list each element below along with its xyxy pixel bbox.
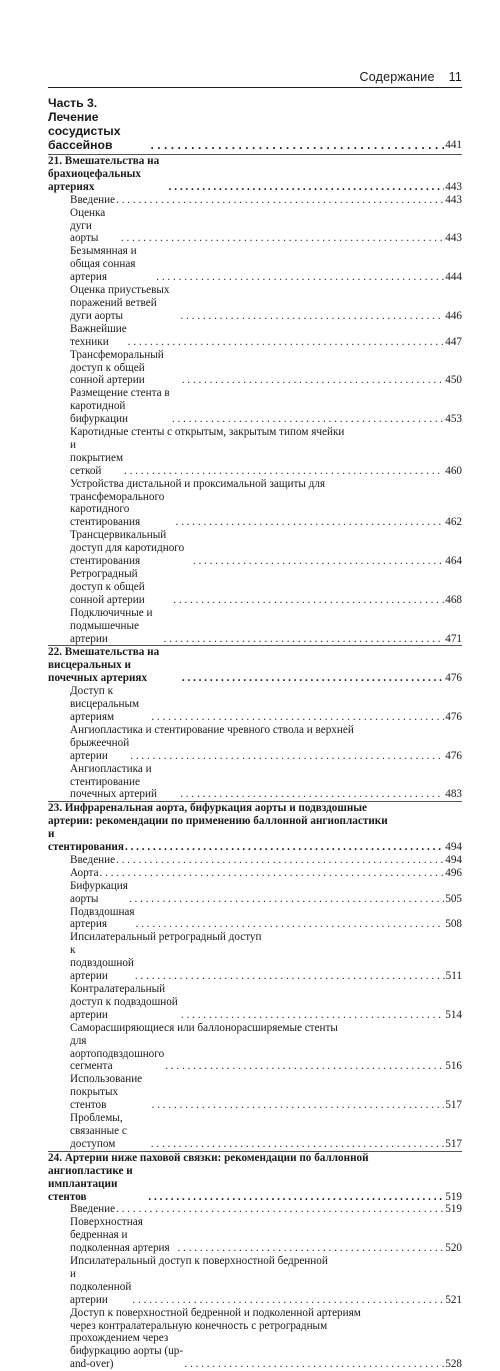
dot-leader	[124, 465, 444, 478]
dot-leader	[130, 750, 444, 763]
dot-leader	[121, 232, 444, 245]
toc-item[interactable]	[48, 1307, 462, 1371]
dot-leader	[164, 633, 445, 646]
toc-item-title-line: Ипсилатеральный доступ к поверхностной бедренной	[70, 1255, 328, 1268]
toc-item-title-line: Устройства дистальной и проксимальной защиты для	[70, 477, 326, 490]
toc-item[interactable]	[48, 1255, 462, 1307]
toc-item-page: 516	[445, 1060, 462, 1073]
toc-item[interactable]	[48, 349, 462, 388]
dot-leader	[135, 970, 445, 983]
running-head-title: Содержание	[359, 70, 435, 84]
dot-leader	[180, 788, 444, 801]
chapter-entry[interactable]	[48, 1152, 462, 1204]
part-entry[interactable]	[48, 96, 462, 154]
toc-item-page: 460	[445, 464, 462, 477]
toc-item-title-line: к подвздошной артерии	[70, 944, 134, 983]
toc-item-page: 519	[445, 1203, 462, 1216]
dot-leader	[175, 516, 444, 529]
dot-leader	[178, 1242, 445, 1255]
toc-item-title-line: и подколенной артерии	[70, 1267, 132, 1306]
dot-leader	[132, 1294, 444, 1307]
toc-item[interactable]	[48, 387, 462, 426]
dot-leader	[116, 194, 444, 207]
dot-leader	[150, 138, 444, 152]
toc-item-page: 520	[445, 1242, 462, 1255]
dot-leader	[152, 1099, 445, 1112]
dot-leader	[125, 841, 444, 854]
dot-leader	[151, 711, 444, 724]
running-head	[48, 70, 462, 84]
toc-item[interactable]	[48, 867, 462, 880]
toc-item-page: 453	[445, 413, 462, 426]
toc-item-page: 483	[445, 788, 462, 801]
toc-item-page: 443	[445, 232, 462, 245]
toc-item-title-line: Проблемы, связанные с доступом	[70, 1112, 127, 1150]
chapter-title-line: артерии: рекомендации по применению баллонной ангиопластики	[48, 815, 388, 828]
toc-item-title-line: для аортоподвздошного сегмента	[70, 1034, 165, 1073]
toc-item[interactable]	[48, 880, 462, 906]
toc-item-page: 471	[445, 632, 462, 645]
toc-item[interactable]	[48, 1073, 462, 1112]
toc-item[interactable]	[48, 1022, 462, 1074]
toc-item[interactable]	[48, 478, 462, 530]
toc-item-page: 517	[445, 1099, 462, 1112]
dot-leader	[182, 672, 444, 685]
chapter-page: 443	[445, 180, 462, 193]
toc-item-page: 468	[445, 593, 462, 606]
toc-item-page: 517	[445, 1137, 462, 1150]
toc-item-title-line: Введение	[70, 193, 116, 206]
table-of-contents	[48, 96, 462, 1371]
toc-item[interactable]	[48, 426, 462, 478]
toc-item-page: 496	[445, 866, 462, 879]
dot-leader	[173, 594, 444, 607]
chapter-entry[interactable]	[48, 646, 462, 685]
toc-item-title-line: Саморасширяющиеся или баллонорасширяемые стенты	[70, 1021, 338, 1034]
dot-leader	[184, 1358, 444, 1371]
dot-leader	[116, 854, 444, 867]
toc-item-page: 511	[445, 970, 462, 983]
chapter-title-line: 21. Вмешательства на брахиоцефальных артериях	[48, 155, 160, 193]
toc-item-title-line: Размещение стента в каротидной бифуркации	[70, 387, 170, 426]
toc-item-page: 514	[445, 1008, 462, 1021]
toc-item[interactable]	[48, 207, 462, 246]
toc-item-page: 505	[445, 892, 462, 905]
toc-item-title-line: Подвздошная артерия	[70, 905, 135, 931]
toc-item[interactable]	[48, 529, 462, 568]
toc-item-page: 462	[445, 516, 462, 529]
dot-leader	[193, 555, 444, 568]
running-head-page-number: 11	[448, 70, 462, 84]
toc-item-title-line: Ипсилатеральный ретроградный доступ	[70, 931, 262, 944]
toc-item-title-line: брыжеечной артерии	[70, 736, 130, 762]
chapter-title-line: 22. Вмешательства на висцеральных и почечных артериях	[48, 646, 160, 685]
dot-leader	[128, 336, 445, 349]
part-page: 441	[445, 139, 462, 151]
toc-item-title-line: Бифуркация аорты	[70, 879, 128, 905]
toc-item-title-line: Трансфеморальный доступ к общей сонной артерии	[70, 348, 164, 387]
chapter-entry[interactable]	[48, 802, 462, 854]
dot-leader	[169, 181, 445, 194]
toc-item-page: 521	[445, 1293, 462, 1306]
toc-item-title-line: Контралатеральный доступ к подвздошной артерии	[70, 983, 178, 1021]
toc-item-title-line: трансфеморального каротидного стентирования	[70, 490, 165, 529]
toc-item-page: 443	[445, 193, 462, 206]
chapter-title-line: ангиопластике и имплантации стентов	[48, 1164, 133, 1203]
toc-item[interactable]	[48, 1216, 462, 1255]
chapter-entry[interactable]	[48, 155, 462, 194]
toc-item[interactable]	[48, 323, 462, 349]
toc-item-page: 447	[445, 335, 462, 348]
toc-item[interactable]	[48, 906, 462, 932]
toc-item[interactable]	[48, 607, 462, 646]
dot-leader	[116, 1203, 444, 1216]
toc-item[interactable]	[48, 1203, 462, 1216]
dot-leader	[181, 1009, 444, 1022]
toc-item-page: 446	[445, 309, 462, 322]
toc-item[interactable]	[48, 983, 462, 1022]
toc-item-title-line: Каротидные стенты с открытым, закрытым типом ячейки	[70, 426, 345, 439]
toc-item-title-line: Трансцервикальный доступ для каротидного стентирования	[70, 529, 185, 568]
toc-item-title-line: Аорта	[70, 866, 99, 879]
chapter-title-line: и стентирования	[48, 828, 124, 854]
dot-leader	[136, 918, 445, 931]
chapter-page: 519	[445, 1190, 462, 1203]
toc-item[interactable]	[48, 854, 462, 867]
toc-item-page: 508	[445, 918, 462, 931]
toc-item-title-line: Доступ к висцеральным артериям	[70, 685, 140, 723]
toc-item-title-line: Доступ к поверхностной бедренной и подколенной артериям	[70, 1306, 361, 1319]
toc-item-title-line: Оценка приустьевых поражений ветвей дуги аорты	[70, 284, 170, 322]
part-title: Часть 3. Лечение сосудистых бассейнов	[48, 96, 121, 152]
dot-leader	[148, 1191, 444, 1204]
toc-item-title-line: Введение	[70, 853, 116, 866]
toc-item[interactable]	[48, 568, 462, 607]
toc-item[interactable]	[48, 194, 462, 207]
toc-item-page: 476	[445, 749, 462, 762]
toc-item-title-line: Важнейшие техники	[70, 322, 127, 348]
dot-leader	[100, 867, 445, 880]
dot-leader	[165, 1060, 444, 1073]
dot-leader	[151, 1138, 444, 1151]
toc-item-title-line: Подключичные и подмышечные артерии	[70, 606, 153, 645]
toc-item[interactable]	[48, 284, 462, 323]
toc-item[interactable]	[48, 1112, 462, 1151]
toc-item-page: 494	[445, 853, 462, 866]
toc-item[interactable]	[48, 724, 462, 763]
toc-item-title-line: Поверхностная бедренная и подколенная артерия	[70, 1216, 170, 1255]
header-rule	[48, 87, 462, 88]
toc-item-title-line: Ангиопластика и стентирование почечных артерий	[70, 762, 157, 801]
dot-leader	[180, 310, 444, 323]
dot-leader	[129, 893, 444, 906]
toc-item-title-line: Использование покрытых стентов	[70, 1073, 143, 1112]
chapter-title-line: 24. Артерии ниже паховой связки: рекомендации по баллонной	[48, 1151, 369, 1164]
toc-item-page: 528	[445, 1358, 462, 1371]
toc-item-title-line: Оценка дуги аорты	[70, 206, 106, 245]
toc-item-title-line: Безымянная и общая сонная артерия	[70, 245, 137, 284]
toc-item[interactable]	[48, 245, 462, 284]
toc-item[interactable]	[48, 685, 462, 724]
toc-item-page: 450	[445, 374, 462, 387]
toc-item-title-line: и покрытием сеткой	[70, 438, 124, 477]
toc-item-title-line: прохождением через бифуркацию аорты (up-and-over)	[70, 1332, 184, 1371]
toc-item-page: 444	[445, 271, 462, 284]
chapter-title-line: 23. Инфраренальная аорта, бифуркация аорты и подвздошные	[48, 802, 367, 815]
dot-leader	[182, 374, 445, 387]
toc-item-page: 464	[445, 555, 462, 568]
toc-item-title-line: Введение	[70, 1203, 116, 1216]
toc-item[interactable]	[48, 763, 462, 802]
toc-item-title-line: Ретроградный доступ к общей сонной артерии	[70, 568, 145, 606]
chapter-page: 476	[445, 672, 462, 685]
toc-item-title-line: через контралатеральную конечность с ретроградным	[70, 1319, 328, 1332]
toc-item-page: 476	[445, 710, 462, 723]
chapter-page: 494	[445, 841, 462, 854]
toc-item-title-line: Ангиопластика и стентирование чревного ствола и верхней	[70, 723, 354, 736]
dot-leader	[156, 271, 444, 284]
toc-item[interactable]	[48, 931, 462, 983]
dot-leader	[172, 413, 444, 426]
